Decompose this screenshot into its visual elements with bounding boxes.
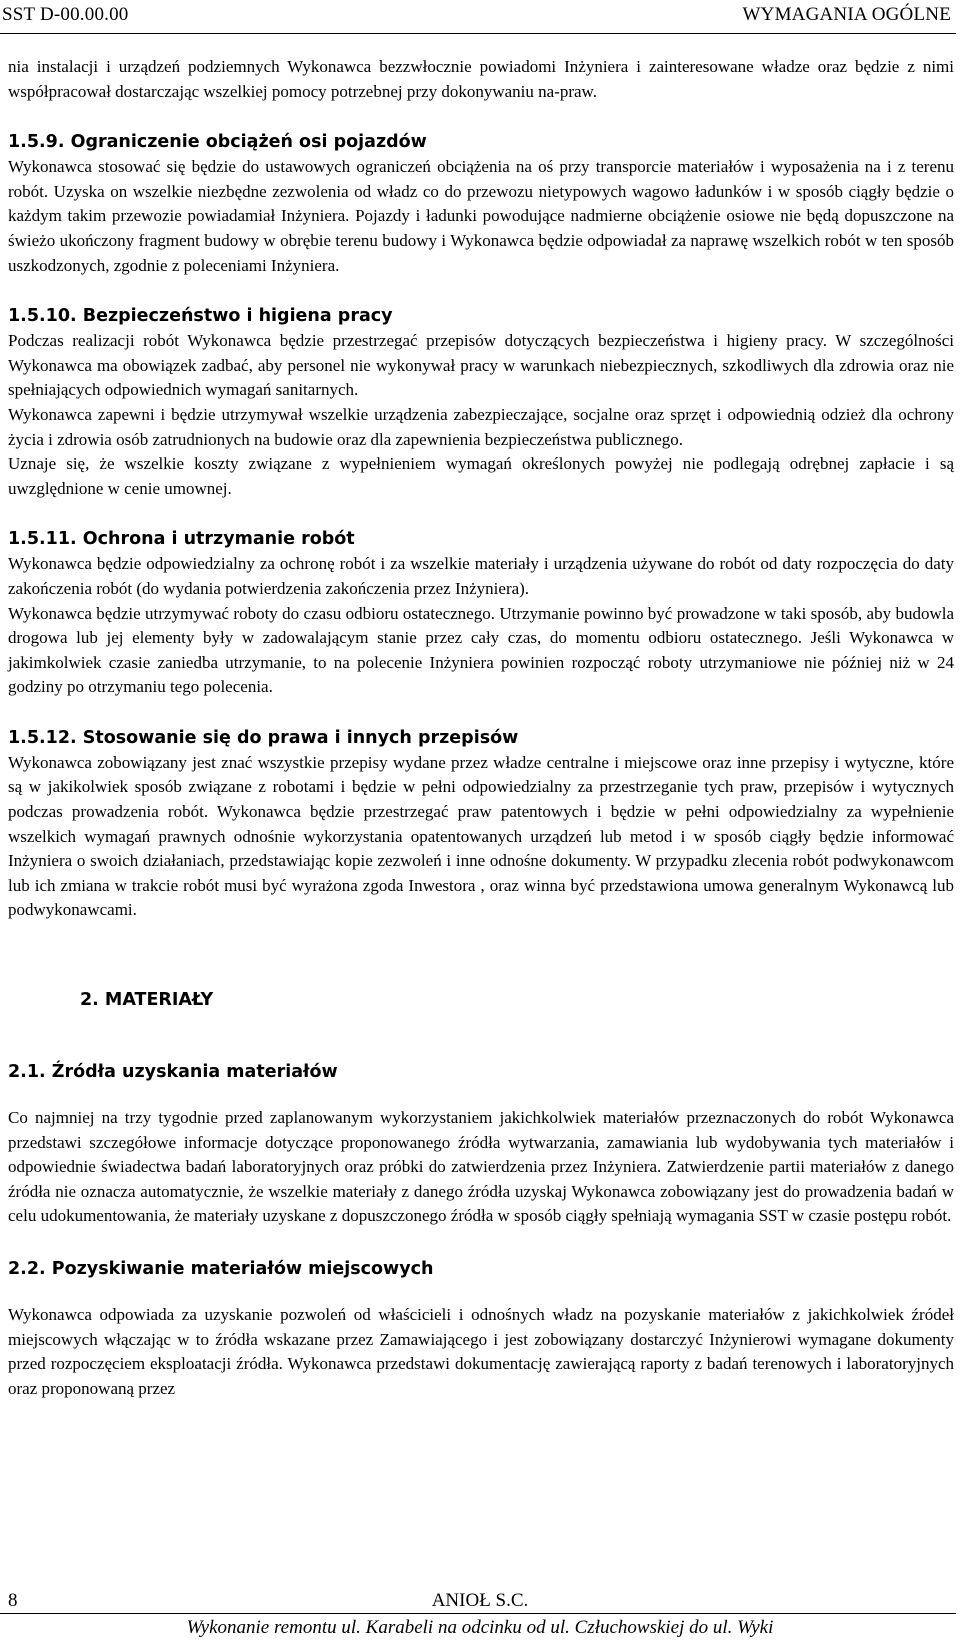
header-spec-code: SST D-00.00.00 xyxy=(2,4,129,25)
section-paragraph: Wykonawca zapewni i będzie utrzymywał wszelkie urządzenia zabezpieczające, socjalne oraz sprzęt i odpowiednią odzież dla ochrony życia i zdrowia osób zatrudnionych na budowie oraz dla zapewnienia bezpieczeństwa publicznego. xyxy=(8,404,954,449)
section-paragraph: Wykonawca będzie utrzymywać roboty do czasu odbioru ostatecznego. Utrzymanie powinno być prowadzone w taki sposób, aby budowla drogowa lub jej elementy były w zadowalającym stanie przez cały czas, do momentu odbioru ostatecznego. Jeśli Wykonawca w jakimkolwiek czasie zaniedba utrzymanie, to na polecenie Inżyniera powinien rozpocząć roboty utrzymaniowe nie później niż w 24 godziny po otrzymaniu tego polecenia. xyxy=(8,603,954,697)
section-paragraph: Wykonawca zobowiązany jest znać wszystkie przepisy wydane przez władze centralne i miejscowe oraz inne przepisy i wytyczne, które są w jakikolwiek sposób związane z robotami i będzie w pełni odpowiedzialny za przestrzeganie tych praw, przepisów i wytycznych podczas prowadzenia robót. Wykonawca będzie przestrzegać praw patentowych i będzie w pełni odpowiedzialny za wypełnienie wszelkich wymagań prawnych odnośnie wykorzystania opatentowanych urządzeń lub metod i w sposób ciągły będzie informować Inżyniera o swoich działaniach, przedstawiając kopie zezwoleń i inne odnośne dokumenty. W przypadku zlecenia robót podwykonawcom lub ich zmiana w trakcie robót musi być wyrażona zgoda Inwestora , oraz winna być przedstawiona umowa generalnym Wykonawcą lub podwykonawcami. xyxy=(8,752,954,920)
section-1-5-12 xyxy=(8,725,954,923)
chapter-title: 2. MATERIAŁY xyxy=(80,990,214,1011)
subsection-heading xyxy=(8,1059,954,1085)
section-1-5-9 xyxy=(8,129,954,278)
section-title: Ograniczenie obciążeń osi pojazdów xyxy=(70,132,427,153)
page-content xyxy=(8,55,954,1401)
section-number: 1.5.9. xyxy=(8,132,65,153)
section-number: 1.5.11. xyxy=(8,529,77,550)
subsection-heading xyxy=(8,1256,954,1282)
intro-paragraph: nia instalacji i urządzeń podziemnych Wykonawca bezzwłocznie powiadomi Inżyniera i zainteresowane władze oraz będzie z nimi współpracował dostarczając wszelkiej pomocy potrzebnej przy dokonywaniu na-praw. xyxy=(8,57,954,101)
section-heading xyxy=(8,129,954,155)
section-1-5-10 xyxy=(8,303,954,501)
subsection-body xyxy=(8,1106,954,1229)
section-number: 1.5.12. xyxy=(8,727,77,748)
section-heading xyxy=(8,725,954,751)
footer-rule xyxy=(0,1613,956,1614)
section-title: Stosowanie się do prawa i innych przepisów xyxy=(82,727,519,748)
subsection-title: Źródła uzyskania materiałów xyxy=(51,1062,338,1083)
page-footer xyxy=(0,1590,960,1649)
section-1-5-11 xyxy=(8,526,954,700)
section-2-2 xyxy=(8,1256,954,1401)
subsection-paragraph: Wykonawca odpowiada za uzyskanie pozwoleń od właścicieli i odnośnych władz na pozyskanie materiałów z jakichkolwiek źródeł miejscowych włączając w to źródła wskazane przez Zamawiającego i jest zobowiązany dostarczyć Inżynierowi wymagane dokumenty przed rozpoczęciem eksploatacji źródła. Wykonawca przedstawi dokumentację zawierającą raporty z badań terenowych i laboratoryjnych oraz proponowaną przez xyxy=(8,1305,954,1398)
header-rule xyxy=(0,33,956,34)
section-paragraph: Wykonawca stosować się będzie do ustawowych ograniczeń obciążenia na oś przy transporcie materiałów i wyposażenia na i z terenu robót. Uzyska on wszelkie niezbędne zezwolenia od władz co do przewozu nietypowych wagowo ładunków i w sposób ciągły będzie o każdym takim przewozie powiadamiał Inżyniera. Pojazdy i ładunki powodujące nadmierne obciążenie osiowe nie będą dopuszczone na świeżo ukończony fragment budowy w obrębie terenu budowy i Wykonawca będzie odpowiadał za naprawę wszelkich robót w ten sposób uszkodzonych, zgodnie z poleceniami Inżyniera. xyxy=(8,157,954,275)
subsection-title: Pozyskiwanie materiałów miejscowych xyxy=(51,1259,434,1279)
subsection-body xyxy=(8,1303,954,1401)
footer-company: ANIOŁ S.C. xyxy=(431,1590,529,1611)
subsection-number: 2.1. xyxy=(8,1062,46,1083)
section-title: Bezpieczeństwo i higiena pracy xyxy=(82,306,393,327)
section-heading xyxy=(8,526,954,552)
section-paragraph: Uznaje się, że wszelkie koszty związane z wypełnieniem wymagań określonych powyżej nie podlegają odrębnej zapłacie i są uwzględnione w cenie umownej. xyxy=(8,454,954,498)
section-title: Ochrona i utrzymanie robót xyxy=(82,529,355,550)
chapter-materials xyxy=(8,987,954,1013)
section-heading xyxy=(8,303,954,329)
page-number: 8 xyxy=(8,1590,18,1611)
footer-project-title: Wykonanie remontu ul. Karabeli na odcinku od ul. Człuchowskiej do ul. Wyki xyxy=(186,1617,774,1638)
section-paragraph: Wykonawca będzie odpowiedzialny za ochronę robót i za wszelkie materiały i urządzenia używane do robót od daty rozpoczęcia do daty zakończenia robót (do wydania potwierdzenia zakończenia przez Inżyniera). xyxy=(8,554,954,598)
subsection-paragraph: Co najmniej na trzy tygodnie przed zaplanowanym wykorzystaniem jakichkolwiek materiałów przeznaczonych do robót Wykonawca przedstawi szczegółowe informacje dotyczące proponowanego źródła wytwarzania, zamawiania lub wydobywania tych materiałów i odpowiednie świadectwa badań laboratoryjnych oraz próbki do zatwierdzenia przez Inżyniera. Zatwierdzenie partii materiałów z danego źródła nie oznacza automatycznie, że wszelkie materiały z danego źródła uzyskaj Wykonawca zobowiązany jest do prowadzenia badań w celu udokumentowania, że materiały uzyskane z dopuszczonego źródła w sposób ciągły spełniają wymagania SST w czasie postępu robót. xyxy=(8,1108,954,1226)
subsection-number: 2.2. xyxy=(8,1259,46,1279)
section-paragraph: Podczas realizacji robót Wykonawca będzie przestrzegać przepisów dotyczących bezpieczeństwa i higieny pracy. W szczególności Wykonawca ma obowiązek zadbać, aby personel nie wykonywał pracy w warunkach niebezpiecznych, szkodliwych dla zdrowia oraz nie spełniających odpowiednich wymagań sanitarnych. xyxy=(8,331,954,400)
section-number: 1.5.10. xyxy=(8,306,77,327)
section-2-1 xyxy=(8,1059,954,1229)
page-header xyxy=(0,0,960,34)
header-section-title: WYMAGANIA OGÓLNE xyxy=(742,4,951,25)
